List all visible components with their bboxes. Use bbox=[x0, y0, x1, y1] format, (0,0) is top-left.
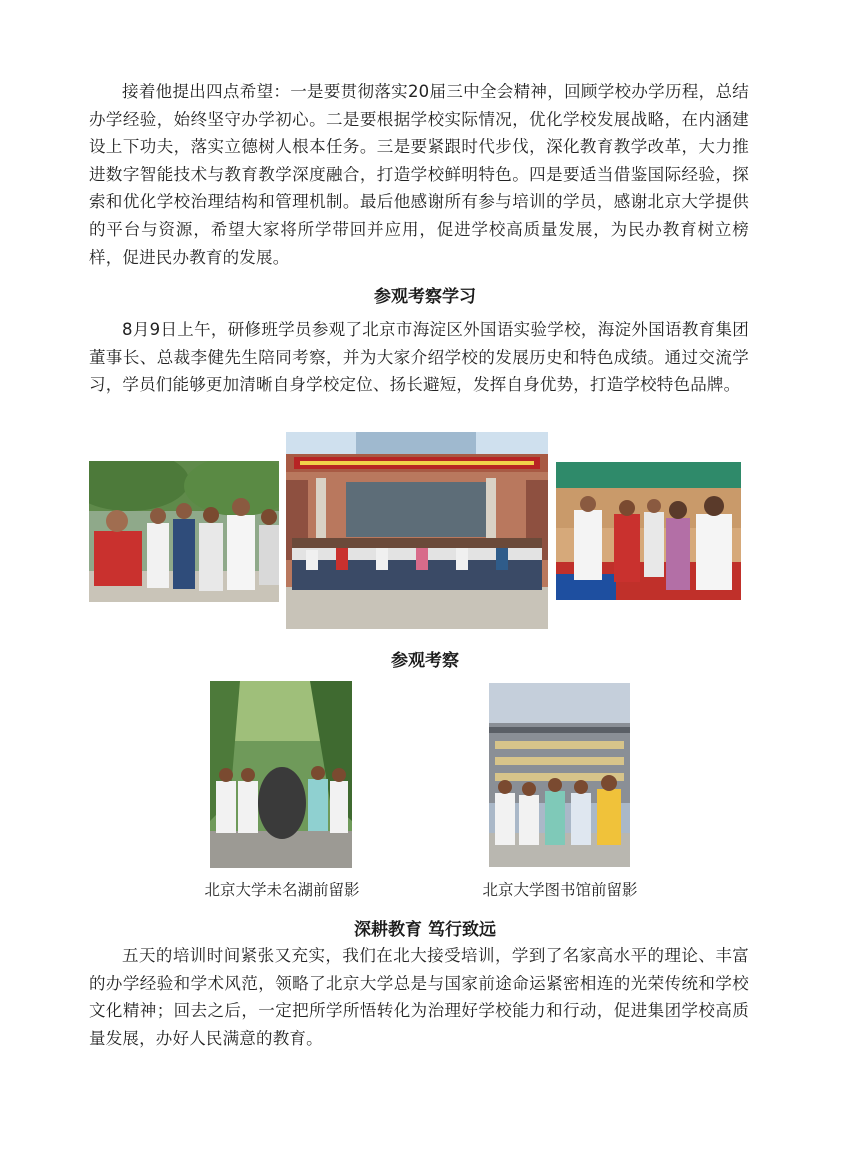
pku-library-photo bbox=[489, 683, 630, 867]
closing-paragraph: 五天的培训时间紧张又充实，我们在北大接受培训，学到了名家高水平的理论、丰富的办学经验和学术风范，领略了北京大学总是与国家前途命运紧密相连的光荣传统和学校文化精神；回去之后，一定把所学所悟转化为治理好学校能力和行动，促进集团学校高质量发展，办好人民满意的教育。 bbox=[89, 946, 749, 1048]
visit-heading: 参观考察学习 bbox=[374, 287, 476, 307]
closing-heading: 深耕教育 笃行致远 bbox=[354, 920, 496, 940]
visit-photos-caption: 参观考察 bbox=[391, 651, 459, 671]
intro-paragraph: 接着他提出四点希望：一是要贯彻落实20届三中全会精神，回顾学校办学历程，总结办学经验，始终坚守办学初心。二是要根据学校实际情况，优化学校发展战略，在内涵建设上下功夫，落实立德树人根本任务。三是要紧跟时代步伐，深化教育教学改革，大力推进数字智能技术与教育教学深度融合，打造学校鲜明特色。四是要适当借鉴国际经验，探索和优化学校治理结构和管理机制。最后他感谢所有参与培训的学员，感谢北京大学提供的平台与资源，希望大家将所学带回并应用，促进学校高质量发展，为民办教育树立榜样，促进民办教育的发展。 bbox=[89, 82, 749, 267]
pku-library-caption: 北京大学图书馆前留影 bbox=[482, 881, 638, 899]
visit-photo-group-building bbox=[286, 432, 548, 629]
pku-lake-caption: 北京大学未名湖前留影 bbox=[204, 881, 360, 899]
visit-paragraph: 8月9日上午，研修班学员参观了北京市海淀区外国语实验学校，海淀外国语教育集团董事长、总裁李健先生陪同考察，并为大家介绍学校的发展历史和特色成绩。通过交流学习，学员们能够更加清晰自身学校定位、扬长避短，发挥自身优势，打造学校特色品牌。 bbox=[89, 320, 749, 395]
visit-photo-gym bbox=[556, 462, 741, 600]
pku-lake-photo bbox=[210, 681, 352, 868]
visit-photo-courtyard bbox=[89, 461, 279, 602]
